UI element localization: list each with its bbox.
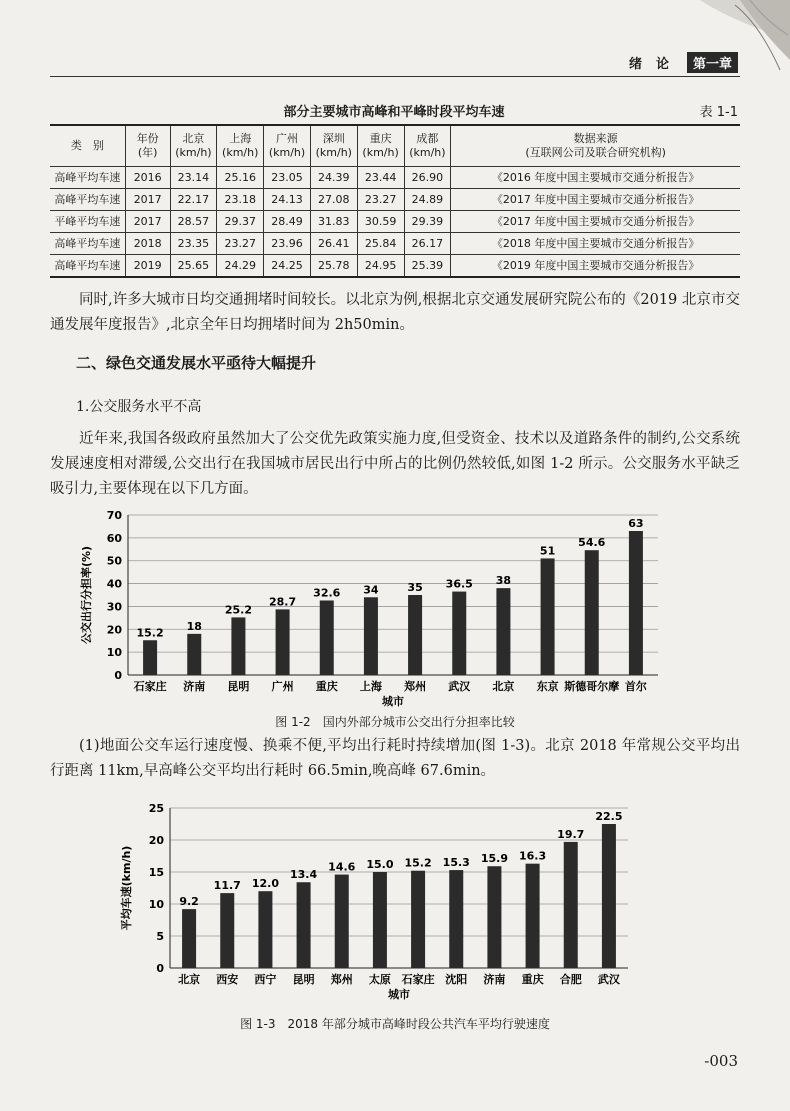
y-axis-title: 公交出行分担率(%): [80, 545, 93, 645]
table-cell: 23.27: [217, 233, 264, 255]
table-header-cell: 成都 (km/h): [404, 125, 451, 167]
x-tick-label: 东京: [536, 680, 559, 693]
section-heading: 二、绿色交通发展水平亟待大幅提升: [76, 354, 317, 372]
table-header-cell: 数据来源 (互联网公司及联合研究机构): [451, 125, 740, 167]
bar: [258, 891, 272, 968]
bar: [541, 558, 555, 675]
table-cell: 27.08: [310, 189, 357, 211]
table-cell: 《2016 年度中国主要城市交通分析报告》: [451, 167, 740, 189]
table-header-cell: 深圳 (km/h): [310, 125, 357, 167]
table-cell: 23.18: [217, 189, 264, 211]
bar-value-label: 63: [628, 517, 644, 530]
table-cell: 26.17: [404, 233, 451, 255]
bar-value-label: 11.7: [213, 879, 241, 893]
x-tick-label: 济南: [483, 973, 506, 986]
table-cell: 24.89: [404, 189, 451, 211]
table-cell: 23.35: [170, 233, 217, 255]
x-tick-label: 昆明: [292, 973, 315, 986]
bar-value-label: 51: [539, 544, 556, 558]
bar: [452, 592, 466, 675]
table-cell: 28.49: [264, 211, 311, 233]
y-tick-label: 20: [148, 834, 164, 847]
paragraph-bus-speed: (1)地面公交车运行速度慢、换乘不便,平均出行耗时持续增加(图 1-3)。北京 2018 年常规公交平均出行距离 11km,早高峰公交平均出行耗时 66.5min,晚高峰 67.6min。: [50, 738, 740, 779]
x-tick-label: 重庆: [521, 973, 544, 986]
x-tick-label: 广州: [271, 680, 294, 693]
bar: [564, 842, 578, 968]
table-cell: 23.44: [357, 167, 404, 189]
table-cell: 2019: [125, 255, 170, 278]
x-tick-label: 首尔: [624, 680, 647, 693]
bar-value-label: 9.2: [179, 895, 199, 909]
bar-value-label: 54.6: [578, 536, 606, 550]
y-tick-label: 0: [156, 962, 164, 975]
x-tick-label: 昆明: [227, 680, 250, 693]
bar-value-label: 36.5: [445, 577, 473, 591]
bar: [364, 597, 378, 675]
running-header: [629, 52, 738, 73]
bar-value-label: 32.6: [313, 586, 341, 600]
y-tick-label: 30: [106, 600, 122, 614]
table-cell: 29.39: [404, 211, 451, 233]
bar: [320, 600, 334, 675]
bar: [373, 872, 387, 968]
x-tick-label: 西宁: [254, 973, 277, 986]
table-cell: 25.65: [170, 255, 217, 278]
bar: [231, 617, 245, 675]
table-header-cell: 上海 (km/h): [217, 125, 264, 167]
table-cell: 29.37: [217, 211, 264, 233]
bar: [585, 550, 599, 675]
page-number: -003: [704, 1052, 738, 1070]
bar: [335, 875, 349, 968]
bar-value-label: 15.0: [366, 858, 394, 871]
table-cell: 23.14: [170, 167, 217, 189]
table-cell: 高峰平均车速: [50, 233, 125, 255]
x-tick-label: 太原: [368, 973, 391, 986]
x-tick-label: 合肥: [559, 973, 582, 986]
table-cell: 23.96: [264, 233, 311, 255]
table-cell: 28.57: [170, 211, 217, 233]
table-title: 部分主要城市高峰和平峰时段平均车速: [283, 105, 505, 120]
table-body: [50, 167, 740, 278]
bar-value-label: 14.6: [328, 860, 356, 874]
section-label: 绪论: [628, 57, 683, 72]
table-cell: 2017: [125, 189, 170, 211]
bar-value-label: 34: [363, 583, 379, 597]
bar: [276, 609, 290, 675]
table-row: [50, 189, 740, 211]
table-cell: 23.27: [357, 189, 404, 211]
y-tick-label: 70: [106, 509, 122, 522]
table-cell: 高峰平均车速: [50, 255, 125, 278]
table-cell: 24.13: [264, 189, 311, 211]
table-cell: 高峰平均车速: [50, 167, 125, 189]
table-cell: 《2019 年度中国主要城市交通分析报告》: [451, 255, 740, 278]
y-tick-label: 60: [106, 531, 122, 545]
table-header-cell: 类 别: [50, 125, 125, 167]
bar-value-label: 35: [407, 581, 423, 594]
bar: [496, 588, 510, 675]
table-header-cell: 年份 (年): [125, 125, 170, 167]
table-cell: 31.83: [310, 211, 357, 233]
bar-value-label: 15.3: [442, 856, 470, 870]
chart-bus-speed: [118, 798, 648, 1008]
x-tick-label: 济南: [183, 680, 206, 693]
bar: [143, 640, 157, 675]
y-axis-title: 平均车速(km/h): [120, 845, 133, 931]
chapter-badge: 第一章: [687, 52, 738, 73]
table-cell: 2018: [125, 233, 170, 255]
table-cell: 25.84: [357, 233, 404, 255]
table-row: [50, 233, 740, 255]
y-tick-label: 0: [114, 669, 122, 682]
paragraph-congestion: 同时,许多大城市日均交通拥堵时间较长。以北京为例,根据北京交通发展研究院公布的《2019 北京市交通发展年度报告》,北京全年日均拥堵时间为 2h50min。: [50, 292, 740, 333]
paragraph-bus-share: 近年来,我国各级政府虽然加大了公交优先政策实施力度,但受资金、技术以及道路条件的制约,公交系统发展速度相对滞缓,公交出行在我国城市居民出行中所占的比例仍然较低,如图 1-2 所示。公交服务水平缺乏吸引力,主要体现在以下几方面。: [50, 431, 740, 497]
subsection-heading: 1.公交服务水平不高: [76, 399, 202, 415]
table-header-cell: 广州 (km/h): [264, 125, 311, 167]
table-cell: 24.25: [264, 255, 311, 278]
x-tick-label: 沈阳: [445, 973, 468, 986]
bar: [487, 866, 501, 968]
table-number: 表 1-1: [699, 105, 738, 120]
x-tick-label: 武汉: [448, 680, 471, 693]
x-tick-label: 石家庄: [133, 680, 167, 693]
table-cell: 26.90: [404, 167, 451, 189]
bar: [182, 909, 196, 968]
bar: [629, 531, 643, 675]
bar: [526, 864, 540, 968]
bar-value-label: 25.2: [224, 603, 252, 617]
x-axis-title: 城市: [382, 695, 404, 708]
table-cell: 高峰平均车速: [50, 189, 125, 211]
x-tick-label: 郑州: [404, 680, 427, 693]
table-cell: 24.95: [357, 255, 404, 278]
bar: [408, 595, 422, 675]
table-cell: 《2017 年度中国主要城市交通分析报告》: [451, 189, 740, 211]
bar-value-label: 15.9: [480, 852, 508, 866]
bar: [220, 893, 234, 968]
x-tick-label: 郑州: [330, 973, 353, 986]
x-tick-label: 斯德哥尔摩: [564, 680, 620, 693]
y-tick-label: 20: [106, 623, 122, 637]
y-tick-label: 50: [106, 554, 122, 568]
bar-value-label: 18: [186, 619, 202, 633]
table-row: [50, 211, 740, 233]
table-header-cell: 重庆 (km/h): [357, 125, 404, 167]
table-cell: 26.41: [310, 233, 357, 255]
figure-1-2-caption: 图 1-2 国内外部分城市公交出行分担率比较: [275, 715, 515, 729]
y-tick-label: 25: [148, 802, 164, 815]
x-tick-label: 西安: [216, 973, 239, 986]
x-tick-label: 武汉: [597, 973, 620, 986]
table-cell: 2017: [125, 211, 170, 233]
bar: [449, 870, 463, 968]
table-cell: 25.78: [310, 255, 357, 278]
y-tick-label: 10: [148, 898, 164, 911]
table-cell: 25.16: [217, 167, 264, 189]
x-tick-label: 石家庄: [401, 973, 435, 986]
bar: [187, 634, 201, 675]
bar-value-label: 16.3: [519, 849, 547, 863]
table-row: [50, 167, 740, 189]
table-cell: 《2018 年度中国主要城市交通分析报告》: [451, 233, 740, 255]
bar-value-label: 19.7: [557, 827, 585, 841]
bar-value-label: 28.7: [269, 595, 297, 609]
bar-value-label: 15.2: [136, 626, 164, 640]
bar: [411, 871, 425, 968]
table-header-row: [50, 125, 740, 167]
table-cell: 《2017 年度中国主要城市交通分析报告》: [451, 211, 740, 233]
table-cell: 平峰平均车速: [50, 211, 125, 233]
table-cell: 22.17: [170, 189, 217, 211]
y-tick-label: 40: [106, 577, 122, 591]
y-tick-label: 10: [106, 646, 122, 660]
y-tick-label: 15: [148, 866, 164, 879]
chart-bus-share: [78, 503, 678, 710]
table-cell: 24.39: [310, 167, 357, 189]
bar-value-label: 15.2: [404, 856, 432, 870]
bar-value-label: 12.0: [251, 877, 279, 891]
x-tick-label: 重庆: [315, 680, 338, 693]
table-cell: 25.39: [404, 255, 451, 278]
header-rule: [50, 76, 740, 77]
bar: [297, 882, 311, 968]
table-header-cell: 北京 (km/h): [170, 125, 217, 167]
bar: [602, 824, 616, 968]
bar-value-label: 13.4: [290, 868, 318, 882]
bar-value-label: 38: [495, 574, 512, 588]
table-cell: 24.29: [217, 255, 264, 278]
table-cell: 2016: [125, 167, 170, 189]
figure-1-3-caption: 图 1-3 2018 年部分城市高峰时段公共汽车平均行驶速度: [240, 1017, 550, 1031]
y-tick-label: 5: [156, 930, 164, 943]
speed-table: [50, 124, 740, 278]
x-tick-label: 北京: [492, 680, 515, 693]
x-axis-title: 城市: [388, 988, 410, 1001]
x-tick-label: 北京: [178, 973, 201, 986]
table-row: [50, 255, 740, 278]
x-tick-label: 上海: [359, 680, 382, 693]
bar-value-label: 22.5: [595, 810, 623, 823]
table-cell: 23.05: [264, 167, 311, 189]
table-cell: 30.59: [357, 211, 404, 233]
